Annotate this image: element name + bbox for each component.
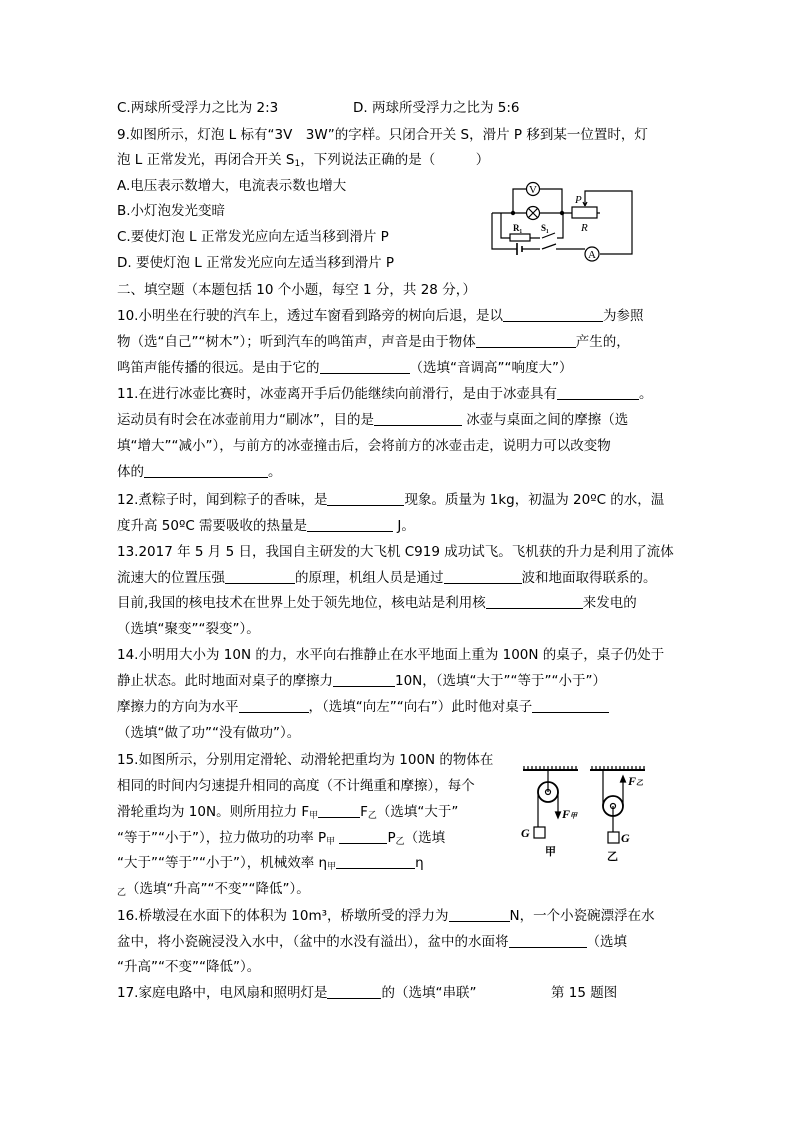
text: “大于”“等于”“小于”），机械效率 η: [117, 855, 328, 871]
q16-line1: [117, 907, 655, 925]
text: 盆中，将小瓷碗浸没入水中，（盆中的水没有溢出），盆中的水面将: [117, 934, 509, 950]
text: F: [562, 807, 571, 821]
subscript: 甲: [570, 812, 578, 820]
text: P: [387, 830, 396, 846]
text: 11.在进行冰壶比赛时，冰壶离开手后仍能继续向前滑行，是由于冰壶具有: [117, 386, 557, 402]
text: 运动员有时会在冰壶前用力“刷冰”，目的是: [117, 412, 374, 428]
weight-block-icon: [534, 827, 545, 838]
q15-line2: 相同的时间内匀速提升相同的高度（不计绳重和摩擦），每个: [117, 778, 475, 794]
switch-label: S₁: [541, 223, 549, 233]
text: 现象。质量为 1kg，初温为 20ºC 的水，温: [404, 492, 665, 508]
q9-option-c: C.要使灯泡 L 正常发光应向左适当移到滑片 P: [117, 229, 389, 245]
text: ，下列说法正确的是（ ）: [300, 152, 490, 168]
text: 泡 L 正常发光，再闭合开关 S: [117, 152, 295, 168]
text: J。: [393, 518, 415, 534]
weight-label: G: [621, 831, 630, 845]
text: ，（选填“向左”“向右”）此时他对桌子: [308, 699, 533, 715]
subscript: 甲: [327, 862, 337, 872]
q17-line1: [117, 984, 476, 1002]
subscript: 1: [294, 159, 301, 169]
text: “等于”“小于”），拉力做功的功率 P: [117, 830, 327, 846]
text: 的原理，机组人员是通过: [295, 570, 444, 586]
label-yi: 乙: [607, 851, 618, 863]
text: （选填“大于”: [376, 804, 459, 820]
text: 16.桥墩浸在水面下的体积为 10m³，桥墩所受的浮力为: [117, 908, 449, 924]
text: 10N，（选填“大于”“等于”“小于”）: [395, 673, 606, 689]
weight-label: G: [521, 826, 530, 840]
rheostat-label: R: [581, 222, 588, 234]
subscript: 乙: [636, 779, 644, 787]
text: 17.家庭电路中，电风扇和照明灯是: [117, 985, 328, 1001]
q15-line1: 15.如图所示，分别用定滑轮、动滑轮把重均为 100N 的物体在: [117, 752, 494, 768]
text: （选填: [404, 830, 446, 846]
text: 静止状态。此时地面对桌子的摩擦力: [117, 673, 333, 689]
subscript: 甲: [326, 837, 336, 847]
q14-line4: （选填“做了功”“没有做功”）。: [117, 725, 301, 741]
text: 目前,我国的核电技术在世界上处于领先地位，核电站是利用核: [117, 595, 486, 611]
text: 冰壶与桌面之间的摩擦（选: [462, 412, 629, 428]
q9-option-b: B.小灯泡发光变暗: [117, 203, 226, 219]
text: （选填: [586, 934, 627, 950]
text: 物（选“自己”“树木”）；听到汽车的鸣笛声，声音是由于物体: [117, 334, 476, 350]
text: 波和地面取得联系的。: [521, 570, 657, 586]
section-2-heading: 二、填空题（本题包括 10 个小题，每空 1 分，共 28 分，）: [117, 282, 476, 298]
text: 滑轮重均为 10N。则所用拉力 F: [117, 804, 310, 820]
figure-15-caption: 第 15 题图: [551, 985, 618, 1001]
q9-stem-line1: 9.如图所示，灯泡 L 标有“3V 3W”的字样。只闭合开关 S，滑片 P 移到某一位置时，灯: [117, 127, 648, 143]
text: 来发电的: [582, 595, 637, 611]
label-jia: 甲: [545, 846, 556, 858]
text: （选填“升高”“不变”“降低”）。: [126, 881, 310, 897]
text: 流速大的位置压强: [117, 570, 225, 586]
q9-option-a: A.电压表示数增大，电流表示数也增大: [117, 178, 347, 194]
voltmeter-label: V: [529, 184, 537, 196]
answer-blank[interactable]: [509, 933, 587, 948]
subscript: 甲: [309, 811, 319, 821]
force-yi-label: [627, 774, 644, 788]
q11-line3: 填“增大”“减小”），与前方的冰壶撞击后，会将前方的冰壶击走，说明力可以改变物: [117, 438, 611, 454]
weight-block-icon: [608, 832, 619, 843]
text: 。: [268, 464, 282, 480]
subscript: 乙: [395, 837, 405, 847]
text: 10.小明坐在行驶的汽车上，透过车窗看到路旁的树向后退，是以: [117, 308, 503, 324]
ammeter-label: A: [588, 249, 596, 261]
force-jia-label: [561, 807, 578, 821]
q16-line2: [117, 933, 627, 951]
text: η: [415, 855, 424, 871]
text: 的（选填“串联”: [381, 985, 477, 1001]
text: 度升高 50ºC 需要吸收的热量是: [117, 518, 308, 534]
text: 鸣笛声能传播的很远。是由于它的: [117, 360, 320, 376]
q9-option-d: D. 要使灯泡 L 正常发光应向左适当移到滑片 P: [117, 255, 395, 271]
resistor-label: R₁: [513, 223, 523, 233]
q13-line4: （选填“聚变”“裂变”）。: [117, 621, 260, 637]
q16-line3: “升高”“不变”“降低”）。: [117, 959, 261, 975]
subscript: 乙: [117, 888, 127, 898]
text: 为参照: [602, 308, 644, 324]
answer-blank[interactable]: [449, 907, 510, 922]
text: 。: [638, 386, 653, 402]
q13-line1: 13.2017 年 5 月 5 日，我国自主研发的大飞机 C919 成功试飞。飞机获的升力是利用了流体: [117, 544, 674, 560]
slider-label: P: [575, 194, 582, 206]
text: F: [628, 774, 637, 788]
text: 产生的，: [575, 334, 630, 350]
q8-option-c: C.两球所受浮力之比为 2:3: [117, 100, 279, 116]
answer-blank[interactable]: [327, 984, 381, 999]
text: 体的: [117, 464, 144, 480]
text: （选填“音调高”“响度大”）: [409, 360, 573, 376]
text: N，一个小瓷碗漂浮在水: [509, 908, 655, 924]
text: 12.煮粽子时，闻到粽子的香味，是: [117, 492, 328, 508]
text: F: [360, 804, 368, 820]
q8-option-d: D. 两球所受浮力之比为 5:6: [353, 100, 520, 116]
q14-line1: 14.小明用大小为 10N 的力，水平向右推静止在水平地面上重为 100N 的桌子，桌子仍处于: [117, 647, 665, 663]
text: 摩擦力的方向为水平: [117, 699, 239, 715]
subscript: 乙: [367, 811, 377, 821]
